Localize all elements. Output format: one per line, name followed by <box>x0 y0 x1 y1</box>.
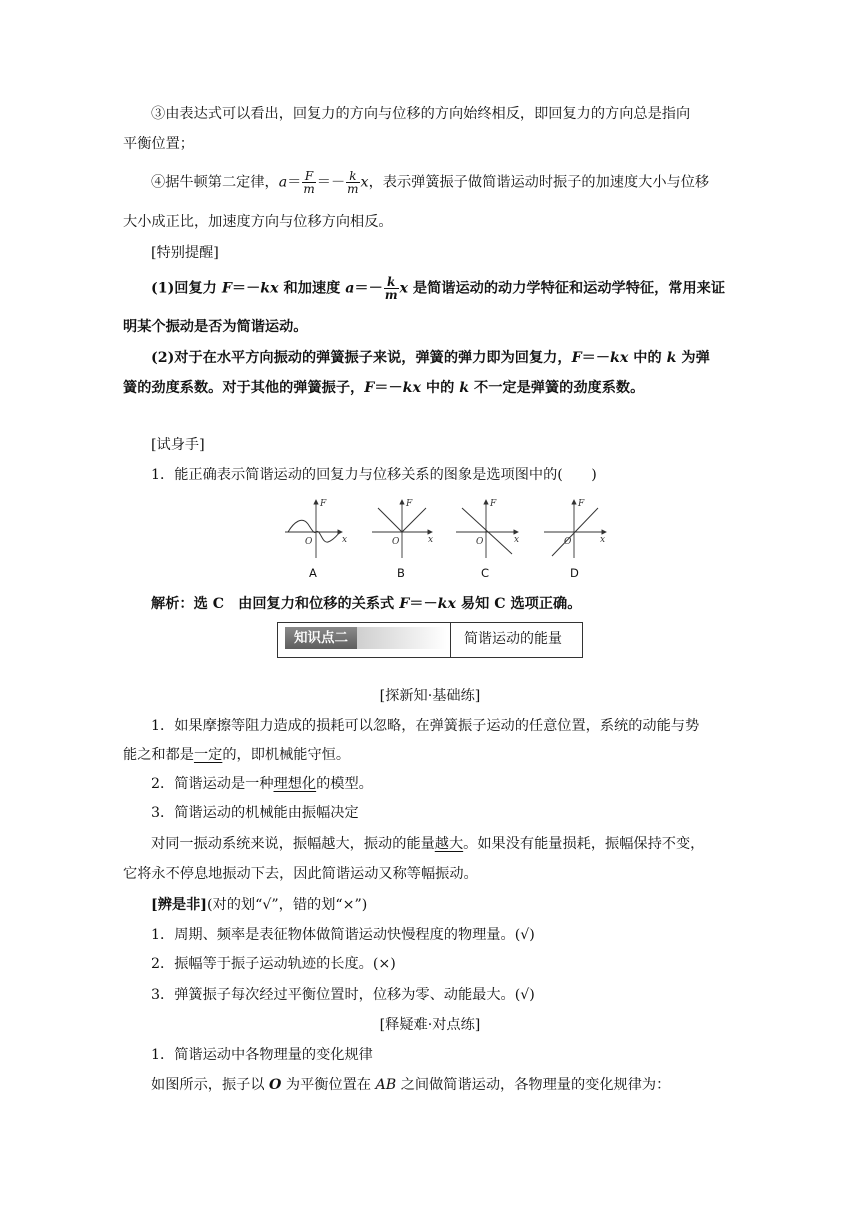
question-1: 1．能正确表示简谐运动的回复力与位移关系的图象是选项图中的( ) <box>151 467 597 483</box>
text: 如图所示，振子以 <box>151 1077 270 1093</box>
var-F: F <box>399 596 410 612</box>
knowledge-point-title: 简谐运动的能量 <box>464 631 562 647</box>
tip1-pre: (1)回复力 <box>151 280 222 297</box>
tip2-post: 为弹 <box>676 350 710 366</box>
resolve-body <box>151 1075 670 1095</box>
judge-item-3: 3．弹簧振子每次经过平衡位置时，位移为零、动能最大。(√) <box>151 987 535 1003</box>
underlined-answer: 理想化 <box>273 776 317 792</box>
graph-b-origin: O <box>392 537 400 547</box>
eq-sign: ＝ <box>287 174 302 191</box>
p4-post: ，表示弹簧振子做简谐运动时振子的加速度大小与位移 <box>368 174 710 191</box>
graph-c <box>456 499 519 558</box>
var-F: F <box>221 280 232 297</box>
var-x: x <box>399 280 408 297</box>
tip1-post: 是简谐运动的动力学特征和运动学特征，常用来证 <box>407 280 726 297</box>
tip2-l2-post: 不一定是弹簧的劲度系数。 <box>469 380 645 396</box>
option-label-d: D <box>570 566 579 580</box>
text: 的模型。 <box>316 776 373 792</box>
tag-gradient-tail <box>357 627 447 649</box>
judge-item-1: 1．周期、频率是表征物体做简谐运动快慢程度的物理量。(√) <box>151 927 535 943</box>
eq-sign: ＝－ <box>231 280 261 297</box>
var-a: a <box>278 174 288 191</box>
graph-c-x-label: x <box>514 535 520 545</box>
text: 的，即机械能守恒。 <box>222 747 351 763</box>
option-label-b: B <box>397 566 405 580</box>
var-F: F <box>571 350 582 366</box>
graph-d-x-label: x <box>600 535 606 545</box>
var-kx: kx <box>437 596 456 612</box>
eq-sign: ＝－ <box>354 280 383 297</box>
graph-b-F-label: F <box>406 499 413 509</box>
paragraph-4-line-2: 大小成正比，加速度方向与位移方向相反。 <box>123 214 393 230</box>
text: 。如果没有能量损耗，振幅保持不变， <box>463 836 705 852</box>
tip2-pre: (2)对于在水平方向振动的弹簧振子来说，弹簧的弹力即为回复力， <box>151 350 572 366</box>
option-label-c: C <box>481 566 490 580</box>
fraction-F-over-m <box>302 170 315 195</box>
graph-d <box>544 499 606 558</box>
text: 能之和都是 <box>123 747 194 763</box>
graph-a <box>285 499 347 558</box>
tip-header: [特别提醒] <box>151 245 219 261</box>
answer-pre: 选 C 由回复力和位移的关系式 <box>193 596 400 612</box>
var-kx: kx <box>260 280 279 297</box>
paragraph-4-line-1 <box>151 170 709 195</box>
var-F: F <box>364 380 375 396</box>
frac-den: m <box>347 182 359 196</box>
var-kx: kx <box>610 350 629 366</box>
frac-den: m <box>384 288 398 302</box>
tip-1-line-1 <box>151 276 725 301</box>
eq-sign: ＝－ <box>374 380 403 396</box>
answer-label: 解析： <box>151 596 194 612</box>
answer-post: 易知 C 选项正确。 <box>455 596 582 612</box>
var-AB: AB <box>375 1077 397 1093</box>
explore-item-2 <box>151 774 373 794</box>
tip-2-line-1 <box>151 348 710 368</box>
judge-header-note: (对的划“√”，错的划“×”) <box>207 897 368 913</box>
text: 为平衡位置在 <box>281 1077 376 1093</box>
trial-header: [试身手] <box>151 437 205 453</box>
var-kx: kx <box>402 380 421 396</box>
tip-2-line-2 <box>123 378 644 398</box>
text: 之间做简谐运动，各物理量的变化规律为： <box>396 1077 671 1093</box>
tip2-l2-mid: 中的 <box>420 380 460 396</box>
graph-d-origin: O <box>564 537 572 547</box>
explore-item-3-body-line-1 <box>151 834 704 854</box>
p4-pre: ④据牛顿第二定律， <box>151 174 279 191</box>
explore-header: [探新知·基础练] <box>379 688 481 704</box>
underlined-answer: 越大 <box>434 836 464 852</box>
graph-c-origin: O <box>476 537 484 547</box>
explore-item-3: 3．简谐运动的机械能由振幅决定 <box>151 805 359 821</box>
graph-c-F-label: F <box>490 499 497 509</box>
frac-num: k <box>346 170 359 183</box>
knowledge-point-tag-cell <box>278 623 451 657</box>
paragraph-3-line-1: ③由表达式可以看出，回复力的方向与位移的方向始终相反，即回复力的方向总是指向 <box>151 106 691 122</box>
eq-sign: ＝－ <box>409 596 438 612</box>
var-a: a <box>345 280 355 297</box>
frac-den: m <box>303 182 315 196</box>
judge-header <box>151 895 367 915</box>
text: 2．简谐运动是一种 <box>151 776 274 792</box>
explore-item-1-line-2 <box>123 745 350 765</box>
underlined-answer: 一定 <box>193 747 223 763</box>
text: 对同一振动系统来说，振幅越大，振动的能量 <box>151 836 435 852</box>
frac-num: k <box>384 276 399 289</box>
graph-d-F-label: F <box>578 499 585 509</box>
tip2-mid: 中的 <box>628 350 667 366</box>
option-graphs <box>280 494 610 564</box>
eq-sign: ＝－ <box>581 350 611 366</box>
graph-a-x-label: x <box>342 535 348 545</box>
var-O: O <box>269 1077 282 1093</box>
fraction-k-over-m <box>384 276 399 301</box>
option-label-a: A <box>309 566 317 580</box>
eq-sign: ＝－ <box>316 174 346 191</box>
knowledge-point-tag: 知识点二 <box>285 627 357 649</box>
answer-line <box>151 594 581 614</box>
resolve-item-1: 1．简谐运动中各物理量的变化规律 <box>151 1047 373 1063</box>
fraction-k-over-m <box>346 170 359 195</box>
var-k: k <box>459 380 470 396</box>
tip-1-line-2: 明某个振动是否为简谐运动。 <box>123 319 308 335</box>
var-x: x <box>360 174 369 191</box>
judge-header-label: [辨是非] <box>151 897 207 913</box>
graph-b <box>372 499 433 558</box>
paragraph-3-line-2: 平衡位置； <box>123 136 194 152</box>
tip2-l2-pre: 簧的劲度系数。对于其他的弹簧振子， <box>123 380 365 396</box>
tip1-mid: 和加速度 <box>278 280 346 297</box>
explore-item-3-body-line-2: 它将永不停息地振动下去，因此简谐运动又称等幅振动。 <box>123 866 478 882</box>
knowledge-point-box <box>277 622 583 658</box>
graph-b-x-label: x <box>428 535 434 545</box>
graph-a-origin: O <box>305 537 313 547</box>
frac-num: F <box>302 170 315 183</box>
explore-item-1-line-1: 1．如果摩擦等阻力造成的损耗可以忽略，在弹簧振子运动的任意位置，系统的动能与势 <box>151 718 700 734</box>
judge-item-2: 2．振幅等于振子运动轨迹的长度。(×) <box>151 956 396 972</box>
resolve-header: [释疑难·对点练] <box>379 1017 481 1033</box>
graph-a-F-label: F <box>320 499 327 509</box>
var-k: k <box>666 350 677 366</box>
